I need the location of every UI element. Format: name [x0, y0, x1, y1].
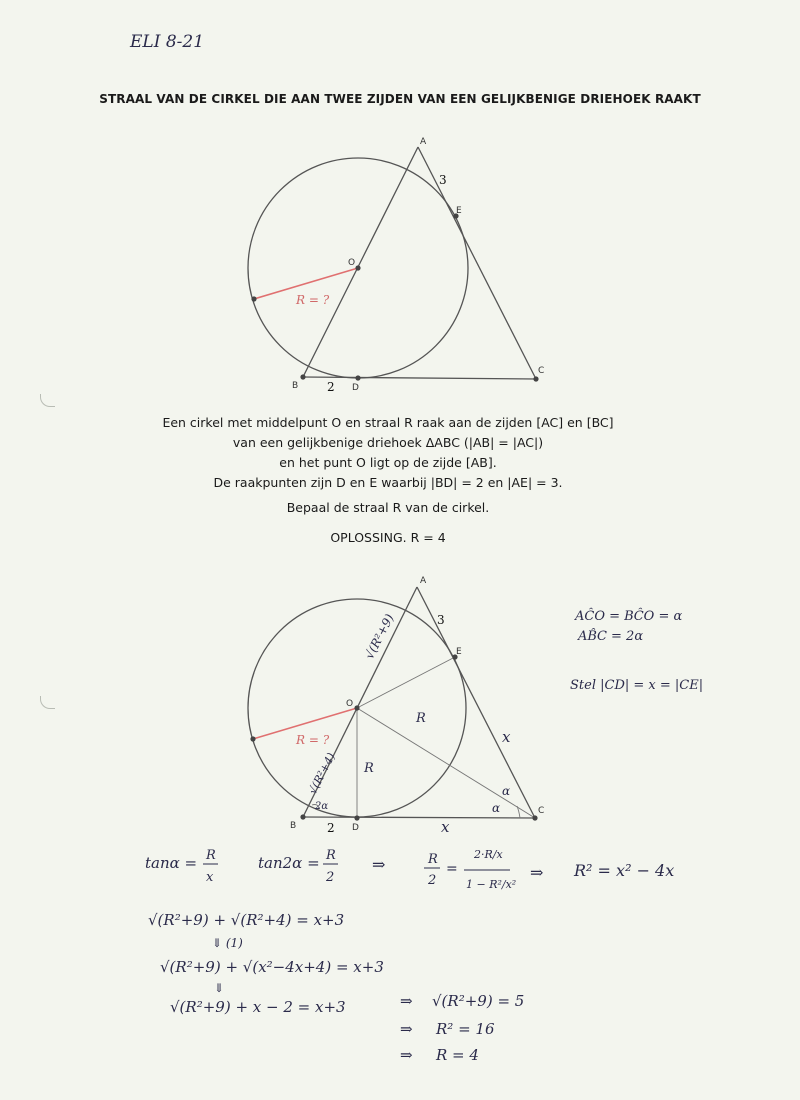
point-b-2	[300, 814, 305, 819]
work-arrow-3: ⇒	[400, 992, 413, 1010]
note-set-x: Stel |CD| = x = |CE|	[570, 678, 704, 693]
length-ae-2: 3	[437, 613, 445, 627]
side-ac-2	[417, 587, 535, 818]
label-d-2: D	[352, 823, 359, 833]
work-arrow-2: ⇒	[530, 863, 544, 882]
radius-label: R = ?	[296, 293, 330, 307]
label-od-r: R	[364, 761, 374, 776]
point-o	[355, 265, 360, 270]
point-b	[300, 374, 305, 379]
label-c: C	[538, 366, 545, 376]
work-tan-alpha-num: R	[206, 848, 216, 863]
work-result-c: R = 4	[436, 1046, 479, 1064]
point-o-2	[354, 705, 359, 710]
label-o: O	[348, 258, 356, 268]
length-bd-2: 2	[327, 821, 335, 835]
work-tan-alpha: tanα =	[145, 854, 198, 872]
note-angle-2alpha: AB̂C = 2α	[578, 629, 644, 644]
length-ae: 3	[439, 173, 447, 187]
work-eq-sign: =	[446, 861, 458, 877]
radius-label-2: R = ?	[296, 733, 330, 747]
side-bc	[303, 377, 536, 379]
work-tan-2alpha: tan2α =	[258, 854, 320, 872]
label-angle-c1: α	[502, 784, 511, 798]
segment-oc	[357, 708, 535, 818]
side-ac	[418, 147, 536, 379]
page-title: STRAAL VAN DE CIRKEL DIE AAN TWEE ZIJDEN VAN EEN GELIJKBENIGE DRIEHOEK RAAKT	[99, 92, 701, 106]
work-eq-rhs-num: 2·R/x	[474, 848, 503, 861]
label-angle-c2: α	[492, 801, 501, 815]
point-d-2	[354, 815, 359, 820]
work-arrow-4: ⇒	[400, 1020, 413, 1038]
work-result-a: √(R²+9) = 5	[432, 992, 525, 1010]
solution-statement: OPLOSSING. R = 4	[330, 530, 446, 545]
label-ao: √(R²+9)	[362, 611, 397, 662]
label-angle-b: 2α	[315, 801, 329, 812]
problem-line-1: Een cirkel met middelpunt O en straal R raak aan de zijden [AC] en [BC]	[162, 415, 614, 430]
side-ab	[303, 147, 418, 377]
work-step-mark: ⇓ (1)	[212, 936, 243, 950]
problem-line-2: van een gelijkbenige driehoek ΔABC (|AB| = |AC|)	[232, 435, 544, 450]
label-ce-x: x	[502, 728, 511, 746]
label-dc-x: x	[441, 818, 450, 836]
label-a: A	[420, 137, 427, 147]
label-d: D	[352, 383, 359, 393]
work-arrow-1: ⇒	[372, 855, 386, 874]
work-eq-rhs-den: 1 − R²/x²	[466, 878, 517, 891]
point-c-2	[532, 815, 537, 820]
side-bc-2	[303, 817, 535, 818]
work-eq-lhs-den: 2	[428, 873, 437, 888]
length-bd: 2	[327, 380, 335, 394]
work-eq-lhs-num: R	[428, 852, 438, 867]
work-step-mark-2: ⇓	[214, 981, 225, 995]
label-e: E	[456, 206, 462, 216]
point-c	[533, 376, 538, 381]
point-d	[355, 375, 360, 380]
label-c-2: C	[538, 806, 545, 816]
label-oe-r: R	[416, 711, 426, 726]
work-line-3: √(R²+9) + √(x²−4x+4) = x+3	[160, 958, 384, 976]
problem-task: Bepaal de straal R van de cirkel.	[286, 500, 490, 515]
label-bo: √(R²+4)	[306, 750, 338, 797]
work-line-2: √(R²+9) + √(R²+4) = x+3	[148, 911, 345, 929]
reference-code: ELI 8-21	[130, 32, 205, 52]
note-angle-alpha: AĈO = BĈO = α	[575, 609, 683, 624]
label-b: B	[292, 381, 299, 391]
problem-line-3: en het punt O ligt op de zijde [AB].	[279, 455, 497, 470]
problem-statement	[0, 413, 776, 493]
label-b-2: B	[290, 821, 297, 831]
point-radius-end	[251, 296, 256, 301]
work-result-b: R² = 16	[436, 1020, 495, 1038]
work-tan-alpha-den: x	[206, 870, 214, 885]
label-a-2: A	[420, 576, 427, 586]
segment-oe	[357, 657, 455, 708]
problem-line-4: De raakpunten zijn D en E waarbij |BD| = 2 en |AE| = 3.	[213, 475, 563, 490]
label-o-2: O	[346, 699, 354, 709]
point-radius-end-2	[250, 736, 255, 741]
work-line-4: √(R²+9) + x − 2 = x+3	[170, 998, 346, 1016]
label-e-2: E	[456, 647, 462, 657]
work-arrow-5: ⇒	[400, 1046, 413, 1064]
work-tan-2alpha-num: R	[326, 848, 336, 863]
work-result-1: R² = x² − 4x	[574, 861, 675, 880]
work-tan-2alpha-den: 2	[326, 870, 335, 885]
